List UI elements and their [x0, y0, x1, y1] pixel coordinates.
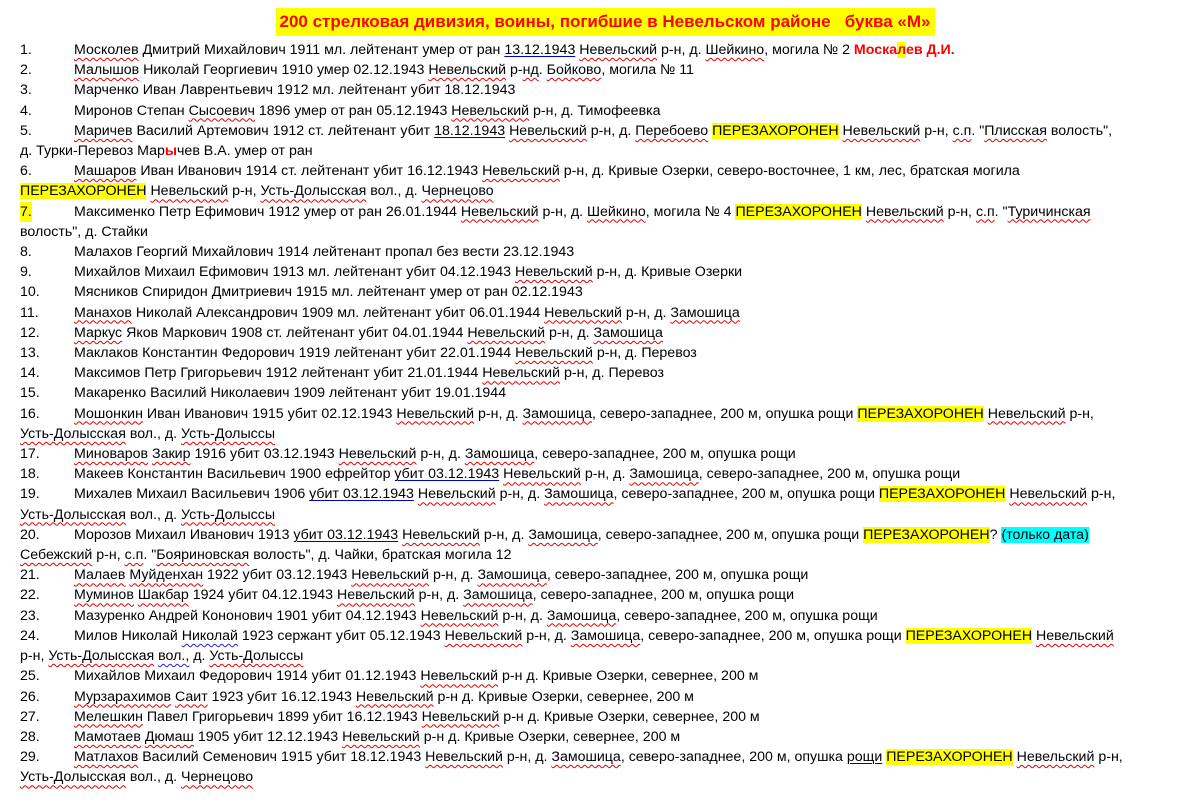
entry-text-segment: р-н, д. — [495, 486, 545, 503]
entry-text-segment: Чернецово — [181, 769, 254, 786]
list-item — [20, 343, 1190, 363]
entry-text-segment: 18.12.1943 — [434, 122, 506, 139]
entry-list — [20, 40, 1190, 788]
entry-text-segment: р-н, д. — [621, 304, 671, 321]
entry-text-segment: волость", д. Чайки, братская могила 12 — [249, 547, 512, 564]
entry-text-segment: Невельский — [515, 345, 593, 362]
list-item-number: 4. — [20, 102, 32, 119]
entry-text-segment: Чернецово — [421, 183, 494, 200]
list-item-number: 20. — [20, 526, 40, 543]
list-item — [20, 40, 1190, 60]
list-item-continuation — [20, 222, 1190, 242]
entry-text-segment: р-н, д. — [429, 567, 478, 584]
list-item — [20, 484, 1190, 524]
entry-text-segment: Замошица — [670, 304, 740, 321]
list-item-number: 25. — [20, 668, 40, 685]
entry-text-segment: Василий Артемович 1912 ст. лейтенант убит — [132, 122, 435, 139]
list-item-number: 12. — [20, 324, 40, 341]
list-item-text — [74, 365, 664, 381]
entry-text-segment: р- — [506, 62, 523, 79]
list-item — [20, 242, 1190, 262]
list-item-text — [74, 446, 796, 462]
entry-text-segment: р-н, д. — [538, 203, 588, 220]
entry-text-segment: р-н, д. — [657, 42, 706, 58]
entry-text-segment: Николай Георгиевич 1910 умер 02.12.1943 — [139, 62, 429, 79]
list-item-number: 22. — [20, 587, 40, 604]
entry-text-segment: Замошица — [593, 324, 663, 341]
entry-text-segment: р-н д. Кривые Озерки, севернее, 200 м — [419, 728, 681, 745]
entry-text-segment: Невельский — [396, 405, 475, 422]
entry-text-segment: Невельский — [865, 203, 944, 220]
entry-text-segment: ПЕРЕЗАХОРОНЕН — [863, 526, 990, 543]
list-item-text — [74, 749, 1123, 765]
entry-text-segment: Маркус — [74, 324, 123, 341]
list-item-text — [74, 527, 1089, 543]
entry-text-segment: , северо-западнее, 200 м, опушка рощи — [640, 627, 906, 644]
entry-text-segment: Бояриновская — [156, 547, 250, 564]
entry-text-segment: Невельский — [1009, 486, 1088, 503]
list-item-text — [74, 385, 506, 401]
entry-text-segment: Муминов — [74, 587, 134, 604]
list-item-text — [74, 345, 697, 361]
list-item-number: 19. — [20, 486, 40, 503]
entry-text-segment: Перебоево — [635, 122, 709, 139]
entry-text-segment: Малаев — [74, 567, 126, 584]
list-item — [20, 60, 1190, 80]
title-row — [20, 8, 1190, 38]
entry-text-segment: волость", — [1046, 122, 1113, 139]
entry-text-segment: ы — [164, 143, 178, 160]
entry-text-segment: р-н, д. Тимофеевка — [529, 102, 661, 119]
entry-text-segment: Иван Иванович 1915 убит 02.12.1943 — [142, 405, 397, 422]
entry-text-segment: вол., д. — [366, 183, 422, 200]
entry-text-segment: . " — [994, 203, 1008, 220]
entry-text-segment: р-н, д. — [580, 466, 630, 483]
list-item — [20, 606, 1190, 626]
entry-text-segment: Миронов Степан — [74, 102, 189, 119]
list-item-number: 9. — [20, 264, 32, 281]
list-item — [20, 101, 1190, 121]
list-item-text — [74, 689, 694, 705]
entry-text-segment: . " — [971, 122, 985, 139]
entry-text-segment: Муйденхан — [129, 567, 204, 584]
entry-text-segment: Усть-Долысская — [20, 506, 126, 523]
entry-text-segment: , северо-западнее, 200 м, опушка рощи — [613, 486, 879, 503]
entry-text-segment: вол., д. — [125, 506, 182, 523]
entry-text-segment: , северо-западнее, 200 м, опушка рощи — [534, 446, 796, 463]
list-item-number: 1. — [20, 42, 32, 58]
entry-text-segment: р-н, — [92, 547, 125, 564]
entry-text-segment: убит 03.12.1943 — [309, 486, 414, 503]
entry-text-segment: Мясников Спиридон Дмитриевич 1915 мл. лейтенант умер от ран 02.12.1943 — [74, 284, 583, 301]
entry-text-segment: Мазуренко Андрей Кононович 1901 убит 04.12.1943 — [74, 607, 421, 624]
list-item-number: 10. — [20, 284, 40, 301]
entry-text-segment: 1923 убит 16.12.1943 — [207, 688, 356, 705]
list-item-continuation — [20, 545, 1190, 565]
entry-text-segment: Невельский — [467, 324, 546, 341]
entry-text-segment: р-н, д. — [586, 122, 636, 139]
list-item-text — [74, 123, 1112, 139]
list-item — [20, 161, 1190, 201]
entry-text-segment: нд — [522, 62, 539, 79]
entry-text-segment: д. — [189, 648, 210, 665]
list-item-text — [74, 264, 742, 280]
list-item-number: 16. — [20, 405, 40, 422]
entry-text-segment: Милов Николай — [74, 627, 182, 644]
entry-text-segment: р-н, — [1094, 749, 1123, 766]
entry-text-segment: Миноваров — [74, 446, 149, 463]
entry-text-segment: Невельский — [1016, 749, 1095, 766]
entry-text-segment: Сысоевич — [188, 102, 255, 119]
list-item — [20, 282, 1190, 302]
entry-text-segment: 1896 умер от ран 05.12.1943 — [254, 102, 452, 119]
entry-text-segment: Замошица — [528, 526, 598, 543]
entry-text-segment: ПЕРЕЗАХОРОНЕН — [886, 749, 1013, 766]
list-item — [20, 626, 1190, 666]
entry-text-segment: (только дата) — [1001, 526, 1089, 543]
entry-text-segment: р-н, д. Перевоз — [592, 345, 697, 362]
entry-text-segment: р-н, д. Кривые Озерки, северо-восточнее, 1 км, лес, братская могила — [559, 163, 1020, 180]
list-item-text — [74, 42, 955, 58]
entry-text-segment: Николай Александрович 1909 мл. лейтенант убит 06.01.1944 — [131, 304, 545, 321]
entry-text-segment: р-н, д. — [502, 749, 552, 766]
entry-text-segment: Невельский — [342, 728, 420, 745]
entry-text-segment: Невельский — [425, 749, 503, 766]
entry-text-segment: Усть-Долысская — [20, 425, 126, 442]
list-item — [20, 585, 1190, 605]
entry-text-segment: Невельский — [842, 122, 921, 139]
list-item-text — [74, 325, 663, 341]
entry-text-segment: Дмитрий Михайлович 1911 мл. лейтенант умер от ран — [138, 42, 505, 58]
list-item-text — [74, 305, 740, 321]
entry-text-segment: 1924 убит 04.12.1943 — [188, 587, 337, 604]
entry-text-segment: р-н, д. — [498, 607, 547, 624]
list-item-text — [74, 163, 1020, 179]
entry-text-segment: 13.12.1943 — [504, 42, 576, 58]
list-item-text — [74, 204, 1091, 220]
list-item-number: 27. — [20, 708, 40, 725]
entry-text-segment: Усть-Долыссы — [181, 506, 276, 523]
entry-text-segment: р-н, — [1087, 486, 1116, 503]
entry-text-segment: Невельский — [451, 102, 530, 119]
entry-text-segment: ПЕРЕЗАХОРОНЕН — [20, 183, 147, 200]
list-item-continuation — [20, 767, 1190, 787]
entry-text-segment: ПЕРЕЗАХОРОНЕН — [735, 203, 862, 220]
list-item-text — [74, 466, 960, 482]
entry-text-segment: р-н, д. — [474, 405, 523, 422]
list-item — [20, 747, 1190, 787]
list-item-number: 13. — [20, 345, 40, 362]
entry-text-segment: Павел Григорьевич 1899 убит 16.12.1943 — [142, 708, 422, 725]
entry-text-segment: Туричинская — [1007, 203, 1091, 220]
entry-text-segment: Невельский — [420, 668, 499, 685]
entry-text-segment: Невельский — [482, 365, 561, 382]
entry-text-segment: Невельский — [987, 405, 1066, 422]
entry-text-segment: Невельский — [338, 446, 417, 463]
entry-text-segment: Шейкино — [587, 203, 646, 220]
entry-text-segment: Невельский — [150, 183, 229, 200]
list-item — [20, 727, 1190, 747]
list-item-number: 11. — [20, 304, 39, 321]
entry-text-segment: , северо-западнее, 200 м, опушка рощи — [546, 567, 809, 584]
entry-text-segment: , северо-западнее, 200 м, опушка рощи — [616, 607, 878, 624]
entry-text-segment: Плисская — [984, 122, 1047, 139]
entry-text-segment: р-н, — [228, 183, 261, 200]
list-item-number: 7. — [20, 202, 32, 222]
list-item-number: 17. — [20, 446, 40, 463]
entry-text-segment: Замошица — [544, 486, 614, 503]
list-item-text — [74, 628, 1114, 644]
entry-text-segment: Невельский — [509, 122, 587, 139]
entry-text-segment: Максименко Петр Ефимович 1912 умер от ран 26.01.1944 — [74, 203, 461, 220]
entry-text-segment: 1916 убит 03.12.1943 — [190, 446, 339, 463]
entry-text-segment: 1922 убит 03.12.1943 — [203, 567, 352, 584]
entry-text-segment: Матлахов — [74, 749, 139, 766]
entry-text-segment: вол., д. — [125, 769, 182, 786]
entry-text-segment: Василий Семенович 1915 убит 18.12.1943 — [138, 749, 426, 766]
entry-text-segment: Невельский — [355, 688, 434, 705]
list-item-number: 29. — [20, 749, 40, 766]
list-item-text — [74, 709, 760, 725]
list-item — [20, 687, 1190, 707]
entry-text-segment: Манахов — [74, 304, 132, 321]
list-item-continuation — [20, 505, 1190, 525]
entry-text-segment: Мелешкин — [74, 708, 143, 725]
list-item — [20, 202, 1190, 242]
entry-text-segment: Усть-Долыссы — [181, 425, 276, 442]
entry-text-segment: Шейкино — [705, 42, 765, 58]
entry-text-segment: Михайлов Михаил Федорович 1914 убит 01.12.1943 — [74, 668, 421, 685]
entry-text-segment: Замошица — [551, 749, 621, 766]
list-item — [20, 404, 1190, 444]
entry-text-segment: , северо-западнее, 200 м, опушка рощи — [591, 405, 858, 422]
list-item-number: 2. — [20, 62, 32, 79]
entry-text-segment: Усть-Долысская — [260, 183, 367, 200]
list-item — [20, 323, 1190, 343]
entry-text-segment: Невельский — [444, 627, 523, 644]
entry-text-segment: Замошица — [546, 607, 617, 624]
entry-text-segment: р-н, — [1065, 405, 1094, 422]
entry-text-segment: , северо-западнее, 200 м, опушка рощи — [532, 587, 795, 604]
list-item-number: 23. — [20, 607, 40, 624]
list-item-continuation — [20, 141, 1190, 161]
list-item-text — [74, 608, 878, 624]
entry-text-segment: рощи — [846, 749, 883, 766]
entry-text-segment: р-н, д. — [416, 446, 465, 463]
list-item-continuation — [20, 424, 1190, 444]
list-item — [20, 464, 1190, 484]
entry-text-segment: Маричев — [74, 122, 133, 139]
list-item-text — [74, 567, 808, 583]
list-item-text — [74, 284, 583, 300]
entry-text-segment: Невельский — [402, 526, 480, 543]
entry-text-segment: Моска — [853, 42, 898, 58]
entry-text-segment: Замошица — [522, 405, 592, 422]
entry-text-segment: р-н д. Кривые Озерки, севернее, 200 м — [433, 688, 694, 705]
entry-text-segment: Маклаков Константин Федорович 1919 лейтенант убит 22.01.1944 — [74, 345, 516, 362]
entry-text-segment: р-н д. Кривые Озерки, севернее, 200 м — [499, 708, 760, 725]
entry-text-segment: Шакбар — [137, 587, 189, 604]
entry-text-segment: Машаров — [74, 163, 137, 180]
entry-text-segment: Невельский — [421, 708, 500, 725]
entry-text-segment: Максимов Петр Григорьевич 1912 лейтенант убит 21.01.1944 — [74, 365, 483, 382]
entry-text-segment: , могила № 4 — [645, 203, 736, 220]
list-item-text — [74, 668, 758, 684]
entry-text-segment: , северо-западнее, 200 м, опушка — [620, 749, 847, 766]
entry-text-segment: . " — [143, 547, 157, 564]
entry-text-segment: ПЕРЕЗАХОРОНЕН — [878, 486, 1006, 503]
entry-text-segment: , северо-западнее, 200 м, опушка рощи — [698, 466, 961, 483]
entry-text-segment: 1923 сержант убит 05.12.1943 — [237, 627, 445, 644]
list-item-text — [74, 62, 694, 78]
entry-text-segment: вол., д. — [125, 425, 182, 442]
entry-text-segment: Мошонкин — [74, 405, 143, 422]
entry-text-segment: Михайлов Михаил Ефимович 1913 мл. лейтенант убит 04.12.1943 — [74, 264, 515, 281]
entry-text-segment: Замошица — [629, 466, 699, 483]
list-item-text — [74, 82, 515, 98]
entry-text-segment: Замошица — [463, 587, 533, 604]
entry-text-segment: Бойково — [546, 62, 602, 79]
entry-text-segment: р-н, д. Кривые Озерки — [592, 264, 743, 281]
entry-text-segment: ПЕРЕЗАХОРОНЕН — [712, 122, 839, 139]
entry-text-segment: Невельский — [460, 203, 539, 220]
list-item — [20, 383, 1190, 403]
entry-text-segment: Усть-Долыссы — [209, 648, 304, 665]
entry-text-segment: Иван Иванович 1914 ст. лейтенант убит 16.12.1943 — [136, 163, 483, 180]
entry-text-segment: , северо-западнее, 200 м, опушка рощи — [597, 526, 864, 543]
entry-text-segment: ПЕРЕЗАХОРОНЕН — [857, 405, 984, 422]
entry-text-segment: р-н, д. Перевоз — [560, 365, 664, 382]
entry-text-segment: Москолев — [74, 42, 139, 58]
list-item-text — [74, 729, 680, 745]
entry-text-segment: Невельский — [420, 607, 499, 624]
entry-text-segment: Михалев Михаил Васильевич 1906 — [74, 486, 310, 503]
entry-text-segment: Невельский — [428, 62, 507, 79]
entry-text-segment: Невельский — [503, 466, 581, 483]
list-item-number: 21. — [20, 567, 40, 584]
entry-text-segment: Себежский — [20, 547, 93, 564]
entry-text-segment: Яков Маркович 1908 ст. лейтенант убит 04.01.1944 — [122, 324, 468, 341]
list-item — [20, 444, 1190, 464]
entry-text-segment: , могила № 11 — [601, 62, 694, 79]
entry-text-segment: р-н, — [943, 203, 976, 220]
entry-text-segment: Закир — [152, 446, 191, 463]
list-item-continuation — [20, 646, 1190, 666]
entry-text-segment: ? — [989, 526, 1002, 543]
list-item-text — [74, 103, 661, 119]
entry-text-segment: , могила № 2 — [764, 42, 854, 58]
entry-text-segment: с.п — [975, 203, 995, 220]
entry-text-segment: Невельский — [351, 567, 429, 584]
entry-text-segment: 1905 убит 12.12.1943 — [193, 728, 343, 745]
entry-text-segment: Мурзарахимов — [74, 688, 172, 705]
entry-text-segment: р-н, д. — [522, 627, 571, 644]
entry-text-segment: Замошица — [570, 627, 641, 644]
entry-text-segment: Макаренко Василий Николаевич 1909 лейтенант убит 19.01.1944 — [74, 385, 507, 402]
list-item-number: 5. — [20, 122, 32, 139]
entry-text-segment: Невельский — [579, 42, 658, 58]
entry-text-segment: чев В.А. умер от ран — [177, 143, 313, 160]
list-item-continuation — [20, 181, 1190, 201]
entry-text-segment: Николай — [181, 627, 238, 644]
entry-text-segment: Невельский — [336, 587, 415, 604]
list-item-number: 26. — [20, 688, 40, 705]
entry-text-segment: Замошица — [477, 567, 547, 584]
page-title: 200 стрелковая дивизия, воины, погибшие в Невельском районе буква «М» — [276, 8, 935, 36]
list-item-number: 6. — [20, 163, 32, 180]
entry-text-segment: Замошица — [464, 446, 535, 463]
entry-text-segment: убит 03.12.1943 — [394, 466, 500, 483]
list-item-number: 24. — [20, 627, 40, 644]
list-item — [20, 707, 1190, 727]
entry-text-segment: Невельский — [1036, 627, 1114, 644]
entry-text-segment: вол., — [158, 648, 190, 665]
list-item — [20, 666, 1190, 686]
entry-text-segment: Марченко Иван Лаврентьевич 1912 мл. лейтенант убит 18.12.1943 — [74, 82, 516, 99]
list-item-text — [74, 486, 1115, 502]
entry-text-segment: л — [897, 42, 906, 58]
list-item-number: 18. — [20, 466, 40, 483]
list-item-number: 28. — [20, 728, 40, 745]
list-item — [20, 121, 1190, 161]
list-item-number: 14. — [20, 365, 40, 382]
entry-text-segment: р-н, — [20, 648, 49, 665]
entry-text-segment: Саит — [174, 688, 208, 705]
entry-text-segment: р-н, д. — [414, 587, 464, 604]
entry-text-segment: с.п — [952, 122, 972, 139]
entry-text-segment: Дюмаш — [144, 728, 194, 745]
list-item-text — [74, 244, 574, 260]
entry-text-segment: Морозов Михаил Иванович 1913 — [74, 526, 294, 543]
entry-text-segment: Невельский — [417, 486, 496, 503]
list-item-text — [74, 587, 794, 603]
list-item — [20, 303, 1190, 323]
entry-text-segment: р-н, д. — [545, 324, 594, 341]
entry-text-segment: Усть-Долысская — [20, 769, 126, 786]
entry-text-segment: Невельский — [482, 163, 560, 180]
entry-text-segment: Невельский — [544, 304, 622, 321]
entry-text-segment: Макеев Константин Васильевич 1900 ефрейтор — [74, 466, 395, 483]
entry-text-segment: убит 03.12.1943 — [293, 526, 399, 543]
entry-text-segment: р-н, — [920, 122, 953, 139]
entry-text-segment: волость", д. Стайки — [20, 223, 148, 240]
entry-text-segment: ПЕРЕЗАХОРОНЕН — [905, 627, 1033, 644]
entry-text-segment: Невельский — [514, 264, 593, 281]
entry-text-segment: р-н д. Кривые Озерки, севернее, 200 м — [498, 668, 759, 685]
list-item-number: 15. — [20, 385, 40, 402]
entry-text-segment: Малахов Георгий Михайлович 1914 лейтенант пропал без вести 23.12.1943 — [74, 244, 575, 261]
list-item — [20, 262, 1190, 282]
entry-text-segment: Мамотаев — [74, 728, 141, 745]
list-item — [20, 363, 1190, 383]
entry-text-segment: д. Турки-Перевоз Мар — [20, 143, 165, 160]
list-item-text — [74, 406, 1094, 422]
entry-text-segment: Усть-Долысская — [48, 648, 155, 665]
entry-text-segment: с.п — [124, 547, 144, 564]
list-item — [20, 525, 1190, 565]
entry-text-segment: ев Д.И. — [905, 42, 955, 58]
entry-text-segment: р-н, д. — [479, 526, 529, 543]
list-item — [20, 565, 1190, 585]
list-item-number: 3. — [20, 82, 32, 99]
entry-text-segment: . — [538, 62, 547, 79]
entry-text-segment: Малышов — [74, 62, 140, 79]
list-item-number: 8. — [20, 244, 32, 261]
list-item — [20, 80, 1190, 100]
